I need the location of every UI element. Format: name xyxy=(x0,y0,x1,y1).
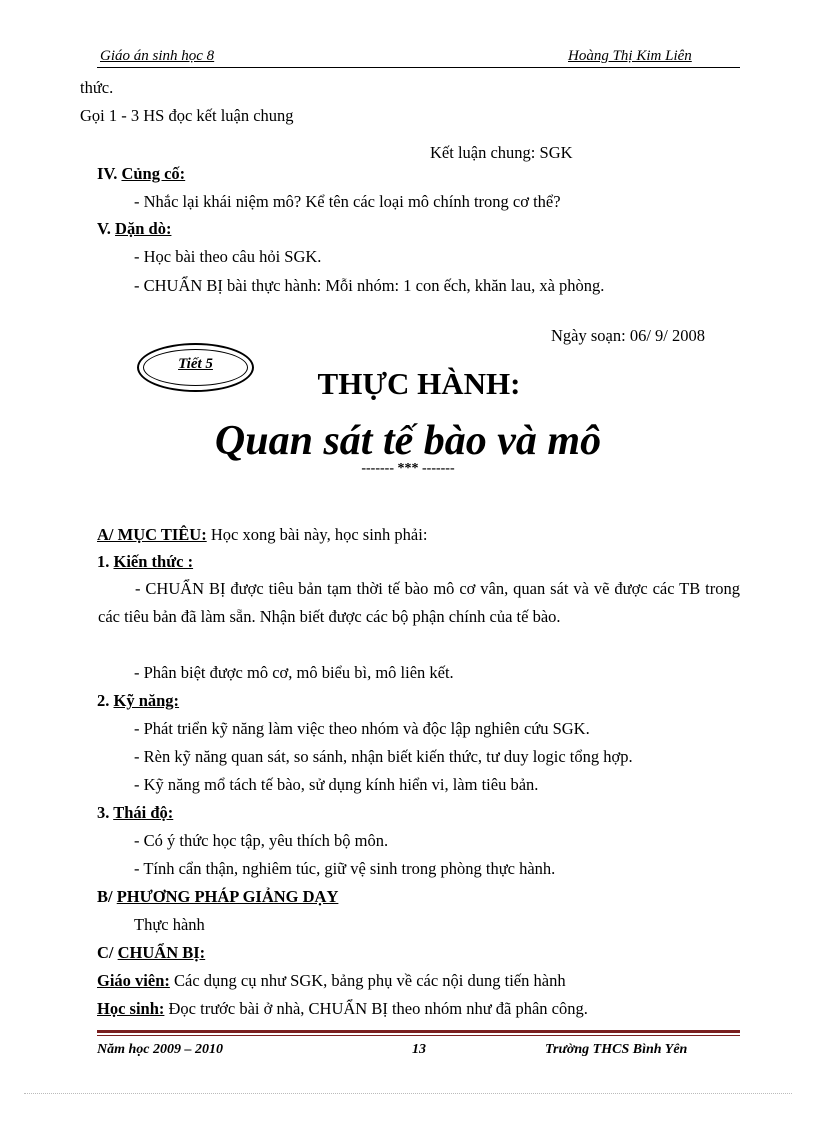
lesson-number: Tiết 5 xyxy=(178,356,213,372)
footer-rule xyxy=(97,1030,740,1033)
list-item: - Nhắc lại khái niệm mô? Kể tên các loại mô chính trong cơ thể? xyxy=(134,192,561,211)
section-number: IV. xyxy=(97,164,118,183)
list-item: - Rèn kỹ năng quan sát, so sánh, nhận biết kiến thức, tư duy logic tổng hợp. xyxy=(134,747,633,766)
subsection-heading xyxy=(97,691,179,711)
list-item: - Phát triển kỹ năng làm việc theo nhóm và độc lập nghiên cứu SGK. xyxy=(134,719,590,738)
header-rule xyxy=(97,67,740,68)
page-subtitle: Quan sát tế bào và mô xyxy=(214,418,602,464)
text-line: Thực hành xyxy=(134,915,205,934)
text-line xyxy=(97,999,588,1019)
subsection-heading xyxy=(97,803,173,823)
page-title: THỰC HÀNH: xyxy=(317,366,521,401)
text-line xyxy=(97,971,566,991)
footer-rule-thin xyxy=(97,1035,740,1036)
section-heading xyxy=(97,164,185,184)
section-title: Dặn dò: xyxy=(115,219,172,238)
subsection-title: Kiến thức : xyxy=(113,552,194,571)
section-heading xyxy=(97,219,171,239)
list-item: - Kỹ năng mổ tách tế bào, sử dụng kính hiển vi, làm tiêu bản. xyxy=(134,775,539,794)
label-text: Đọc trước bài ở nhà, CHUẨN BỊ theo nhóm như đã phân công. xyxy=(164,999,588,1018)
section-title: CHUẨN BỊ: xyxy=(117,943,206,962)
header-right: Hoàng Thị Kim Liên xyxy=(568,48,692,64)
list-item: - Học bài theo câu hỏi SGK. xyxy=(134,247,322,266)
subsection-title: Kỹ năng: xyxy=(113,691,180,710)
subsection-title: Thái độ: xyxy=(113,803,174,822)
list-item: - Phân biệt được mô cơ, mô biểu bì, mô liên kết. xyxy=(134,663,454,682)
list-item: - Có ý thức học tập, yêu thích bộ môn. xyxy=(134,831,389,850)
subsection-number: 3. xyxy=(97,803,114,822)
text-line: Kết luận chung: SGK xyxy=(430,143,573,162)
section-prefix: C/ xyxy=(97,943,118,962)
header-left: Giáo án sinh học 8 xyxy=(100,48,215,64)
subsection-number: 2. xyxy=(97,691,114,710)
page-number: 13 xyxy=(412,1042,426,1057)
page-edge xyxy=(24,1093,792,1094)
text-line: Gọi 1 - 3 HS đọc kết luận chung xyxy=(80,106,294,125)
list-item: - Tính cẩn thận, nghiêm túc, giữ vệ sinh trong phòng thực hành. xyxy=(134,859,556,878)
label: Học sinh: xyxy=(97,999,165,1018)
subsection-number: 1. xyxy=(97,552,114,571)
section-prefix: B/ xyxy=(97,887,117,906)
subsection-heading xyxy=(97,552,193,572)
section-heading xyxy=(97,887,338,907)
text-line: thức. xyxy=(80,78,114,97)
list-item: - CHUẨN BỊ bài thực hành: Mỗi nhóm: 1 con ếch, khăn lau, xà phòng. xyxy=(134,276,605,295)
separator: ------- *** ------- xyxy=(361,461,455,476)
section-heading xyxy=(97,943,205,963)
paragraph: - CHUẨN BỊ được tiêu bản tạm thời tế bào mô cơ vân, quan sát và vẽ được các TB trong các tiêu bản đã làm sẵn. Nhận biết được các bộ phận chính của tế bào. xyxy=(98,579,740,626)
section-text: Học xong bài này, học sinh phải: xyxy=(206,525,428,544)
date-line: Ngày soạn: 06/ 9/ 2008 xyxy=(551,326,705,345)
section-title: A/ MỤC TIÊU: xyxy=(97,525,207,544)
label-text: Các dụng cụ như SGK, bảng phụ về các nội dung tiến hành xyxy=(169,971,566,990)
section-heading xyxy=(97,525,427,545)
footer-right: Trường THCS Bình Yên xyxy=(545,1042,688,1057)
section-title: PHƯƠNG PHÁP GIẢNG DẠY xyxy=(116,887,339,906)
section-number: V. xyxy=(97,219,111,238)
label: Giáo viên: xyxy=(97,971,170,990)
section-title: Củng cố: xyxy=(121,164,186,183)
footer-left: Năm học 2009 – 2010 xyxy=(97,1042,223,1057)
